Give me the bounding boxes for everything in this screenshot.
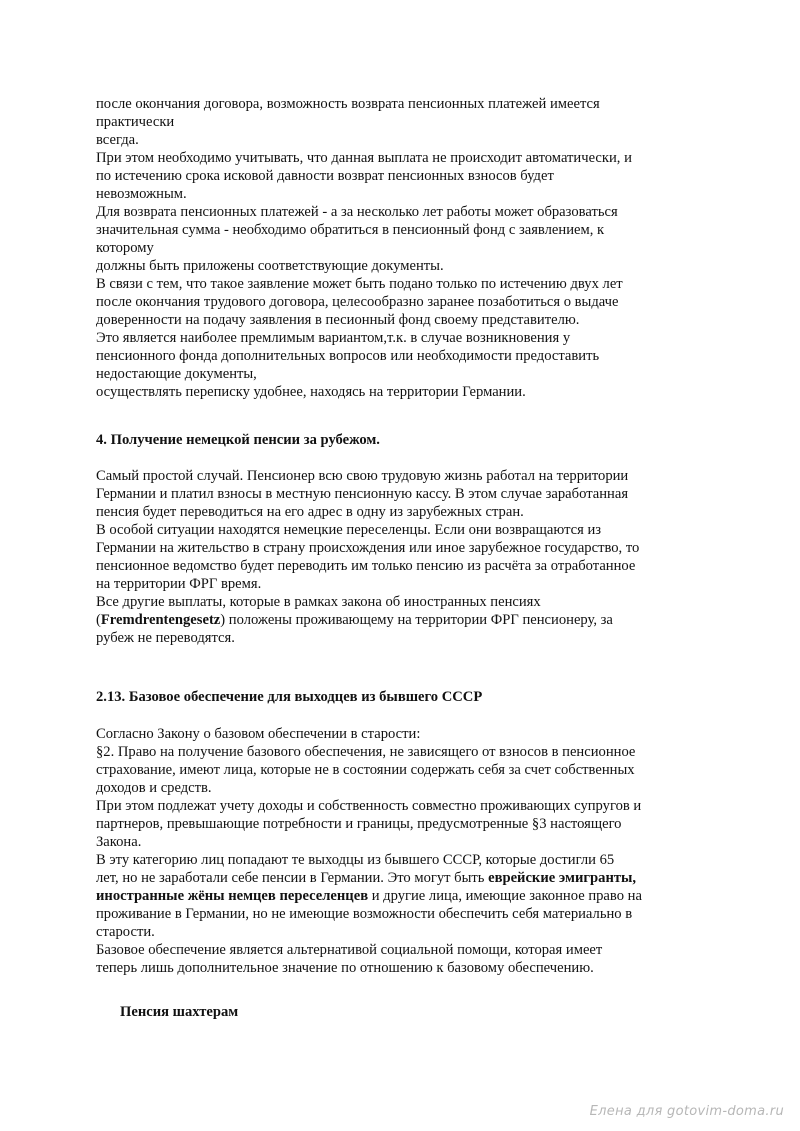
text-line: после окончания договора, возможность возврата пенсионных платежей имеется xyxy=(96,96,600,112)
text-line: недостающие документы, xyxy=(96,366,257,382)
text-line: на территории ФРГ время. xyxy=(96,576,262,592)
intro-paragraph xyxy=(96,95,716,401)
text-line: Германии на жительство в страну происхождения или иное зарубежное государство, то xyxy=(96,540,640,556)
text-line: страхование, имеют лица, которые не в состоянии содержать себя за счет собственных xyxy=(96,762,635,778)
text-line: после окончания трудового договора, целесообразно заранее позаботиться о выдаче xyxy=(96,294,619,310)
text-line: Это является наиболее премлимым вариантом,т.к. в случае возникновения у xyxy=(96,330,571,346)
text-line: партнеров, превышающие потребности и границы, предусмотренные §3 настоящего xyxy=(96,816,622,832)
text-line: пенсионного фонда дополнительных вопросов или необходимости предоставить xyxy=(96,348,600,364)
text-line: При этом подлежат учету доходы и собственность совместно проживающих супругов и xyxy=(96,798,642,814)
section-heading: 2.13. Базовое обеспечение для выходцев из бывшего СССР xyxy=(96,689,483,705)
text-line: старости. xyxy=(96,924,155,940)
text-line: доверенности на подачу заявления в песионный фонд своему представителю. xyxy=(96,312,580,328)
text-line: Самый простой случай. Пенсионер всю свою трудовую жизнь работал на территории xyxy=(96,468,629,484)
text-line: проживание в Германии, но не имеющие возможности обеспечить себя материально в xyxy=(96,906,633,922)
law-open: ( xyxy=(96,612,101,628)
text-line xyxy=(96,869,716,887)
section-4-heading xyxy=(96,431,716,449)
text-line: теперь лишь дополнительное значение по отношению к базовому обеспечению. xyxy=(96,960,594,976)
section-2-13-heading xyxy=(96,688,716,706)
text-line: пенсия будет переводиться на его адрес в одну из зарубежных стран. xyxy=(96,504,524,520)
text-line: которому xyxy=(96,240,154,256)
section-miners-heading xyxy=(120,1003,740,1021)
text-line: В эту категорию лиц попадают те выходцы из бывшего СССР, которые достигли 65 xyxy=(96,852,615,868)
text-line: должны быть приложены соответствующие документы. xyxy=(96,258,444,274)
text-line: по истечению срока исковой давности возврат пенсионных взносов будет xyxy=(96,168,554,184)
text-line: Все другие выплаты, которые в рамках закона об иностранных пенсиях xyxy=(96,594,541,610)
section-4-body xyxy=(96,467,716,647)
bold-term: иностранные жёны немцев переселенцев xyxy=(96,888,369,904)
text-line xyxy=(96,887,716,905)
text-line: Для возврата пенсионных платежей - а за несколько лет работы может образоваться xyxy=(96,204,618,220)
text-line: §2. Право на получение базового обеспечения, не зависящего от взносов в пенсионное xyxy=(96,744,636,760)
text-line: невозможным. xyxy=(96,186,187,202)
text-line: Базовое обеспечение является альтернативой социальной помощи, которая имеет xyxy=(96,942,603,958)
watermark: Елена для gotovim-doma.ru xyxy=(589,1104,784,1119)
law-name: Fremdrentengesetz xyxy=(100,612,221,628)
text-line: При этом необходимо учитывать, что данная выплата не происходит автоматически, и xyxy=(96,150,632,166)
text-line: Согласно Закону о базовом обеспечении в старости: xyxy=(96,726,421,742)
text-line: Закона. xyxy=(96,834,142,850)
line-text: и другие лица, имеющие законное право на xyxy=(368,888,642,904)
text-line: В связи с тем, что такое заявление может быть подано только по истечению двух лет xyxy=(96,276,623,292)
text-line: практически xyxy=(96,114,175,130)
text-line: В особой ситуации находятся немецкие переселенцы. Если они возвращаются из xyxy=(96,522,602,538)
text-line: пенсионное ведомство будет переводить им только пенсию из расчёта за отработанное xyxy=(96,558,636,574)
section-heading: 4. Получение немецкой пенсии за рубежом. xyxy=(96,432,380,448)
line-text: лет, но не заработали себе пенсии в Германии. Это могут быть xyxy=(96,870,489,886)
section-heading: Пенсия шахтерам xyxy=(120,1004,239,1020)
text-line: всегда. xyxy=(96,132,139,148)
text-line: доходов и средств. xyxy=(96,780,212,796)
section-2-13-body xyxy=(96,725,716,977)
text-line: Германии и платил взносы в местную пенсионную кассу. В этом случае заработанная xyxy=(96,486,629,502)
text-line: значительная сумма - необходимо обратиться в пенсионный фонд с заявлением, к xyxy=(96,222,605,238)
bold-term: еврейские эмигранты, xyxy=(488,870,637,886)
text-line xyxy=(96,611,716,629)
text-line: рубеж не переводятся. xyxy=(96,630,235,646)
text-line: осуществлять переписку удобнее, находясь на территории Германии. xyxy=(96,384,526,400)
law-close: ) положены проживающему на территории ФРГ пенсионеру, за xyxy=(220,612,613,628)
